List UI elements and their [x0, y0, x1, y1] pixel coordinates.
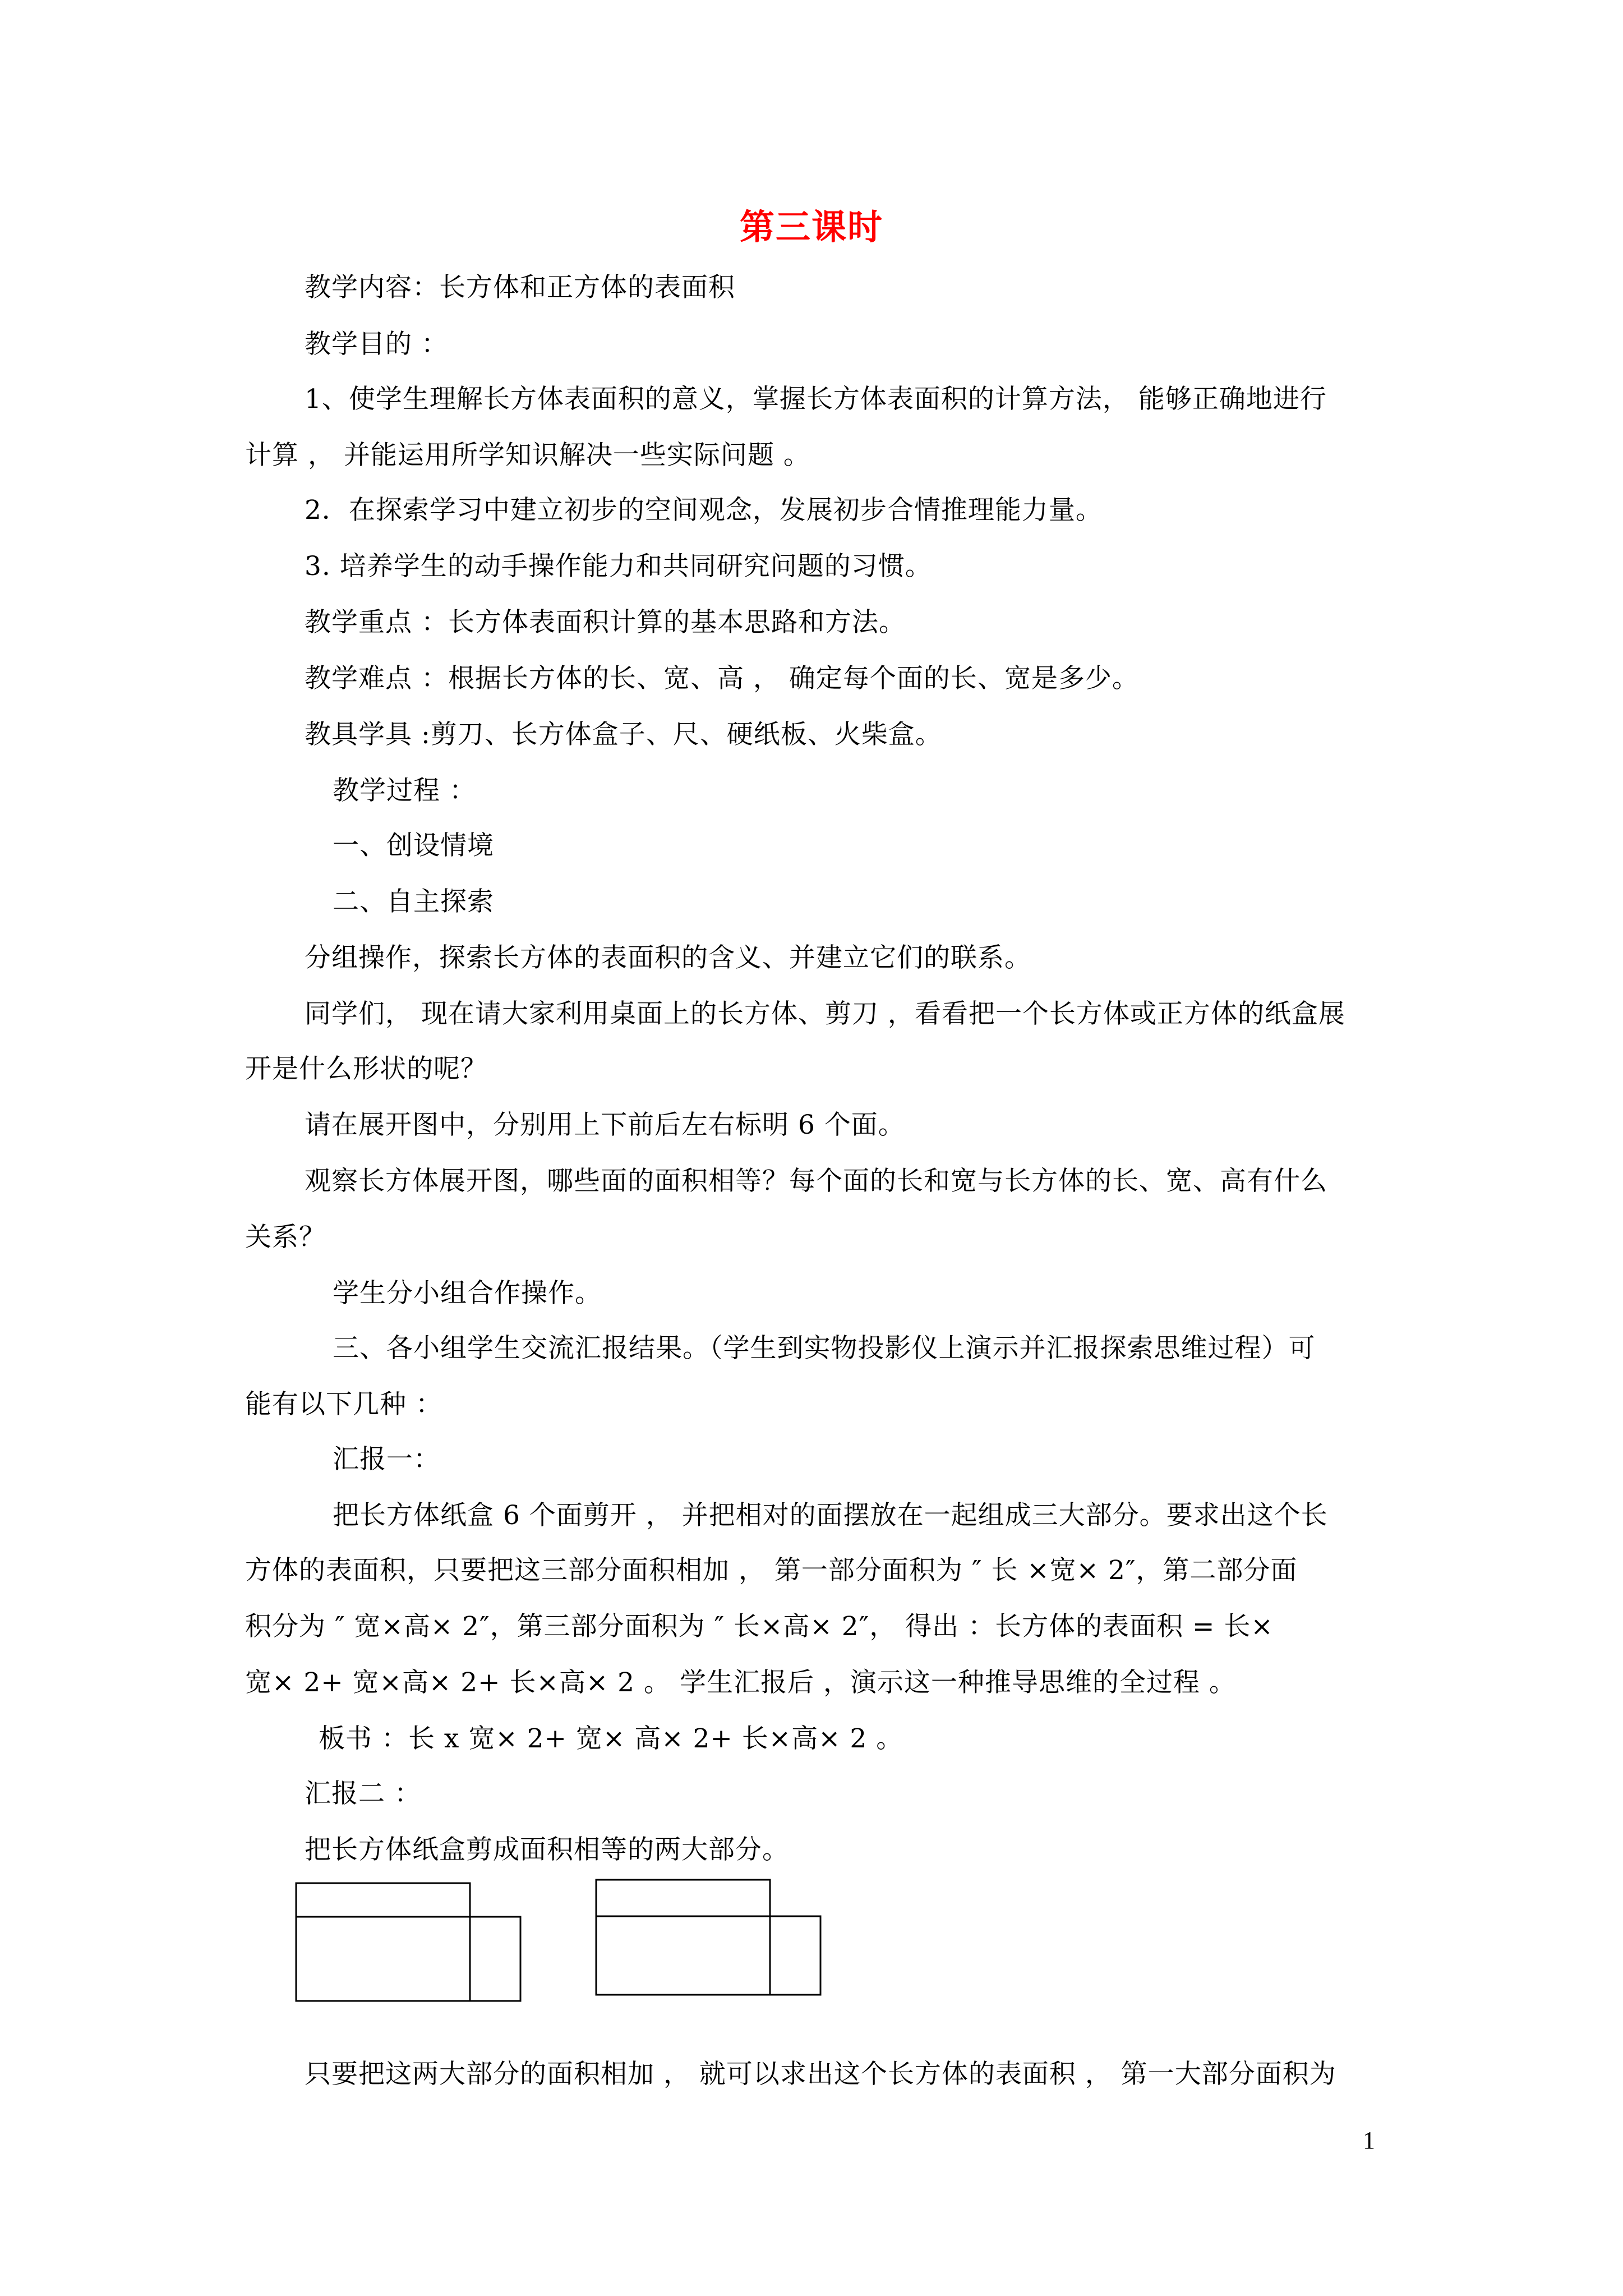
diagram-rect-main-right	[596, 1916, 770, 1995]
paragraph-line: 教学过程 ：	[333, 775, 476, 806]
diagram-rect-top-right	[596, 1880, 770, 1916]
paragraph-line: 3. 培养学生的动手操作能力和共同研究问题的习惯。	[305, 551, 932, 582]
diagram-rect-side-right	[770, 1916, 820, 1995]
page-title: 第三课时	[739, 206, 883, 247]
paragraph-line: 计算 ， 并能运用所学知识解决一些实际问题 。	[245, 440, 810, 471]
paragraph-line: 汇报二 ：	[305, 1778, 421, 1809]
diagram-rect-side-left	[470, 1917, 520, 2001]
paragraph-line: 教学难点 ：根据长方体的长、宽、高 ， 确定每个面的长、宽是多少。	[305, 663, 1139, 694]
paragraph-line: 教具学具 :剪刀、长方体盒子、尺、硬纸板、火柴盒。	[305, 719, 942, 750]
paragraph-line: 方体的表面积，只要把这三部分面积相加 ， 第一部分面积为 ″ 长 ×宽× 2″，第二部分面	[245, 1555, 1298, 1586]
paragraph-line: 2．在探索学习中建立初步的空间观念，发展初步合情推理能力量。	[305, 495, 1103, 526]
paragraph-line: 能有以下几种 ：	[245, 1389, 442, 1420]
paragraph-line: 分组操作，探索长方体的表面积的含义、并建立它们的联系。	[305, 942, 1031, 973]
paragraph-line: 教学内容：长方体和正方体的表面积	[305, 272, 735, 303]
paragraph-line: 开是什么形状的呢？	[245, 1053, 487, 1084]
paragraph-line: 教学重点 ：长方体表面积计算的基本思路和方法。	[305, 607, 906, 638]
paragraph-line: 积分为 ″ 宽×高× 2″，第三部分面积为 ″ 长×高× 2″， 得出 ：长方体的表面积 = 长×	[245, 1611, 1274, 1642]
diagram-rect-main-left	[296, 1917, 470, 2001]
paragraph-line: 汇报一：	[333, 1444, 440, 1475]
paragraph-line: 二、自主探索	[333, 886, 494, 917]
paragraph-line: 宽× 2+ 宽×高× 2+ 长×高× 2 。 学生汇报后 ，演示这一种推导思维的全过程 。	[245, 1667, 1236, 1698]
paragraph-line: 把长方体纸盒 6 个面剪开 ， 并把相对的面摆放在一起组成三大部分。要求出这个长	[333, 1500, 1328, 1531]
paragraph-line: 教学目的 ：	[305, 329, 448, 360]
paragraph-line: 学生分小组合作操作。	[333, 1278, 602, 1309]
paragraph-line: 三、各小组学生交流汇报结果。（学生到实物投影仪上演示并汇报探索思维过程）可	[333, 1333, 1316, 1364]
paragraph-line: 把长方体纸盒剪成面积相等的两大部分。	[305, 1834, 789, 1865]
paragraph-line: 1、使学生理解长方体表面积的意义，掌握长方体表面积的计算方法， 能够正确地进行	[305, 384, 1327, 415]
unfolded-box-diagram	[292, 1876, 830, 2017]
paragraph-line: 一、创设情境	[333, 830, 494, 861]
paragraph-line: 同学们， 现在请大家利用桌面上的长方体、剪刀 ，看看把一个长方体或正方体的纸盒展	[305, 999, 1345, 1029]
paragraph-line: 关系？	[245, 1222, 326, 1253]
paragraph-line: 请在展开图中，分别用上下前后左右标明 6 个面。	[305, 1110, 905, 1140]
page-number: 1	[1363, 2127, 1375, 2154]
paragraph-line: 只要把这两大部分的面积相加 ， 就可以求出这个长方体的表面积 ， 第一大部分面积为	[305, 2059, 1336, 2090]
paragraph-line: 板书 ：长 x 宽× 2+ 宽× 高× 2+ 长×高× 2 。	[319, 1723, 903, 1754]
paragraph-line: 观察长方体展开图，哪些面的面积相等？每个面的长和宽与长方体的长、宽、高有什么	[305, 1166, 1327, 1197]
diagram-rect-top-left	[296, 1883, 470, 1917]
